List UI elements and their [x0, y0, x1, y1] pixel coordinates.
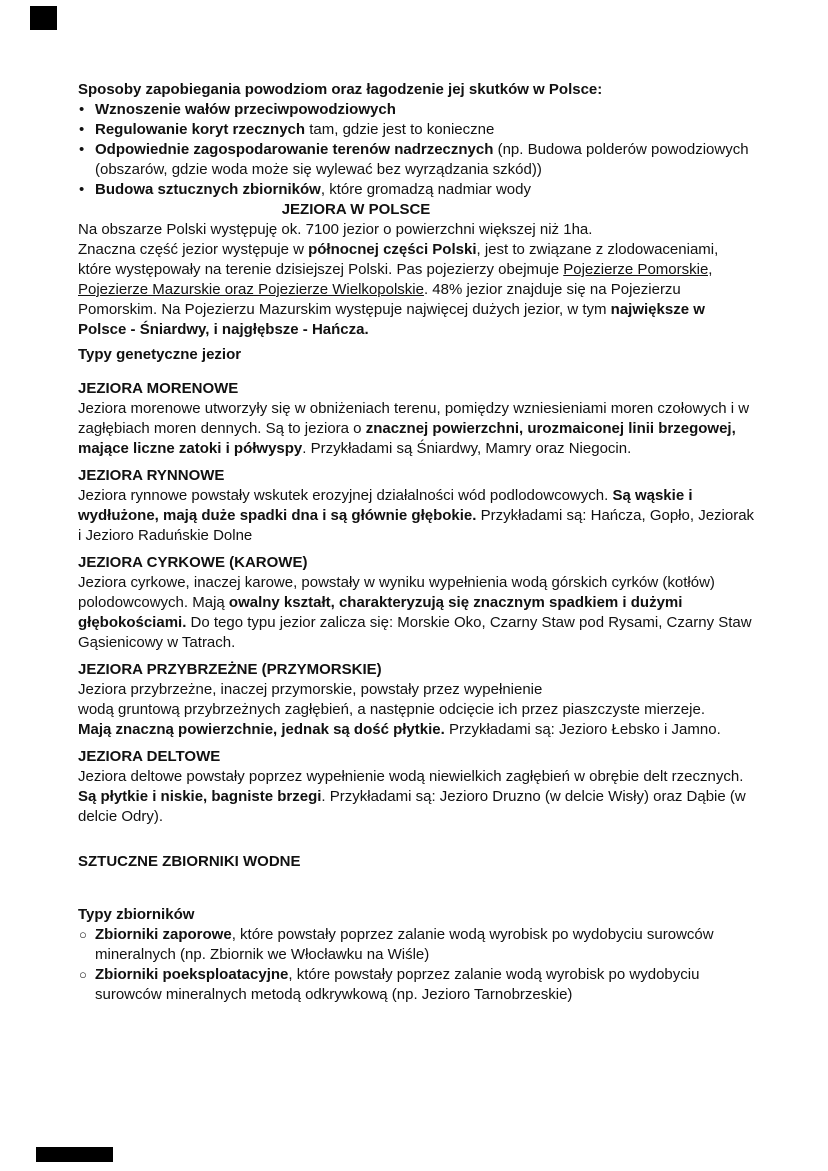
- section-paragraph: [78, 767, 755, 827]
- lakes-intro-paragraph: [78, 240, 755, 340]
- intro-underlined-text: Pojezierze Pomorskie, Pojezierze Mazurskie oraz Pojezierze Wielkopolskie: [78, 261, 713, 298]
- section-paragraph: [78, 399, 755, 459]
- bullet-ring-icon: ○: [79, 967, 87, 982]
- bullet-rest-text: , które gromadzą nadmiar wody: [320, 181, 531, 198]
- section-line: [78, 720, 755, 740]
- intro-bold-text: północnej części Polski: [308, 241, 477, 258]
- bullet-bold-text: Odpowiednie zagospodarowanie terenów nadrzecznych: [95, 141, 494, 158]
- section-text: Do tego typu jezior zalicza się: Morskie Oko, Czarny Staw pod Rysami, Czarny Staw Gąsienicowy w Tatrach.: [78, 614, 752, 651]
- redaction-mark-bottom: [36, 1147, 113, 1162]
- section-text: Jeziora cyrkowe, inaczej karowe, powstały w wyniku wypełnienia wodą górskich cyrków (kotłów) polodowcowych. Mają: [78, 574, 715, 611]
- section-text: Przykładami są: Hańcza, Gopło, Jeziorak i Jezioro Raduńskie Dolne: [78, 507, 755, 544]
- flood-bullet-item: [78, 140, 755, 180]
- section-bold-text: Mają znaczną powierzchnie, jednak są dość płytkie.: [78, 721, 445, 738]
- section-paragraph: [78, 573, 755, 653]
- section-title: JEZIORA MORENOWE: [78, 380, 239, 397]
- section-text: Jeziora morenowe utworzyły się w obniżeniach terenu, pomiędzy wzniesieniami moren czołowych i w zagłębiach moren dennych. Są to jeziora o: [78, 400, 750, 437]
- section-title: JEZIORA RYNNOWE: [78, 467, 225, 484]
- section-text: . Przykładami są Śniardwy, Mamry oraz Niegocin.: [302, 440, 632, 457]
- flood-bullet-item: [78, 100, 755, 120]
- section-paragraph: [78, 486, 755, 546]
- intro-text: . 48% jezior znajduje się na Pojezierzu Pomorskim. Na Pojezierzu Mazurskim występuje najwięcej dużych jezior, w tym: [78, 281, 681, 318]
- section-text: . Przykładami są: Jezioro Druzno (w delcie Wisły) oraz Dąbie (w delcie Odry).: [78, 788, 746, 825]
- section-line: wodą gruntową przybrzeżnych zagłębień, a następnie odcięcie ich przez piaszczyste mierzeje.: [78, 701, 705, 718]
- section-title: JEZIORA DELTOWE: [78, 748, 221, 765]
- flood-bullet-list: [78, 100, 755, 200]
- redaction-mark-top: [30, 6, 57, 30]
- section-bold-text: Są wąskie i wydłużone, mają duże spadki dna i są głównie głębokie.: [78, 487, 693, 524]
- lakes-title: JEZIORA W POLSCE: [281, 201, 431, 218]
- flood-bullet-item: [78, 120, 755, 140]
- reservoir-bullet-item: [78, 965, 755, 1005]
- lake-section-przybrzezne: [78, 660, 755, 740]
- bullet-dot-icon: •: [79, 101, 85, 118]
- lake-section-cyrkowe: [78, 553, 755, 653]
- bullet-bold-text: Regulowanie koryt rzecznych: [95, 121, 306, 138]
- reservoirs-heading: SZTUCZNE ZBIORNIKI WODNE: [78, 853, 301, 870]
- intro-bold-text: największe w Polsce - Śniardwy, i najgłębsze - Hańcza.: [78, 301, 705, 338]
- reservoir-types-heading: Typy zbiorników: [78, 906, 195, 923]
- bullet-rest-text: tam, gdzie jest to konieczne: [305, 121, 495, 138]
- section-title: JEZIORA PRZYBRZEŻNE (PRZYMORSKIE): [78, 661, 382, 678]
- intro-text: , jest to związane z zlodowaceniami, które występowały na terenie dzisiejszej Polski. Pas pojezierzy obejmuje: [78, 241, 719, 278]
- bullet-bold-text: Zbiorniki zaporowe: [95, 926, 232, 943]
- section-text: Jeziora deltowe powstały poprzez wypełnienie wodą niewielkich zagłębień w obrębie delt rzecznych.: [78, 768, 744, 785]
- section-text: Jeziora rynnowe powstały wskutek erozyjnej działalności wód podlodowcowych.: [78, 487, 613, 504]
- reservoir-bullet-list: [78, 925, 755, 1005]
- intro-text: Znaczna część jezior występuje w: [78, 241, 309, 258]
- flood-bullet-item: [78, 180, 755, 200]
- bullet-ring-icon: ○: [79, 927, 87, 942]
- document-content: [78, 80, 755, 1005]
- section-bold-text: Są płytkie i niskie, bagniste brzegi: [78, 788, 322, 805]
- bullet-dot-icon: •: [79, 121, 85, 138]
- bullet-bold-text: Budowa sztucznych zbiorników: [95, 181, 321, 198]
- flood-heading: Sposoby zapobiegania powodziom oraz łagodzenie jej skutków w Polsce:: [78, 81, 603, 98]
- genetic-types-heading: Typy genetyczne jezior: [78, 346, 242, 363]
- bullet-bold-text: Zbiorniki poeksploatacyjne: [95, 966, 289, 983]
- section-title: JEZIORA CYRKOWE (KAROWE): [78, 554, 308, 571]
- lake-section-deltowe: [78, 747, 755, 827]
- bullet-rest-text: , które powstały poprzez zalanie wodą wyrobisk po wydobyciu surowców mineralnych (np. Zbiornik we Włocławku na Wiśle): [95, 926, 714, 963]
- bullet-rest-text: , które powstały poprzez zalanie wodą wyrobisk po wydobyciu surowców mineralnych metodą odkrywkową (np. Jezioro Tarnobrzeskie): [95, 966, 700, 1003]
- section-bold-text: owalny kształt, charakteryzują się znacznym spadkiem i dużymi głębokościami.: [78, 594, 683, 631]
- bullet-dot-icon: •: [79, 181, 85, 198]
- bullet-rest-text: (np. Budowa polderów powodziowych (obszarów, gdzie woda może się wylewać bez wyrządzania szkód)): [95, 141, 749, 178]
- section-line: Jeziora przybrzeżne, inaczej przymorskie, powstały przez wypełnienie: [78, 681, 543, 698]
- reservoir-bullet-item: [78, 925, 755, 965]
- bullet-bold-text: Wznoszenie wałów przeciwpowodziowych: [95, 101, 396, 118]
- section-bold-text: znacznej powierzchni, urozmaiconej linii brzegowej, mające liczne zatoki i półwyspy: [78, 420, 736, 457]
- section-text: Przykładami są: Jezioro Łebsko i Jamno.: [444, 721, 721, 738]
- lake-section-morenowe: [78, 379, 755, 459]
- bullet-dot-icon: •: [79, 141, 85, 158]
- lake-section-rynnowe: [78, 466, 755, 546]
- lakes-intro-line: Na obszarze Polski występuję ok. 7100 jezior o powierzchni większej niż 1ha.: [78, 221, 593, 238]
